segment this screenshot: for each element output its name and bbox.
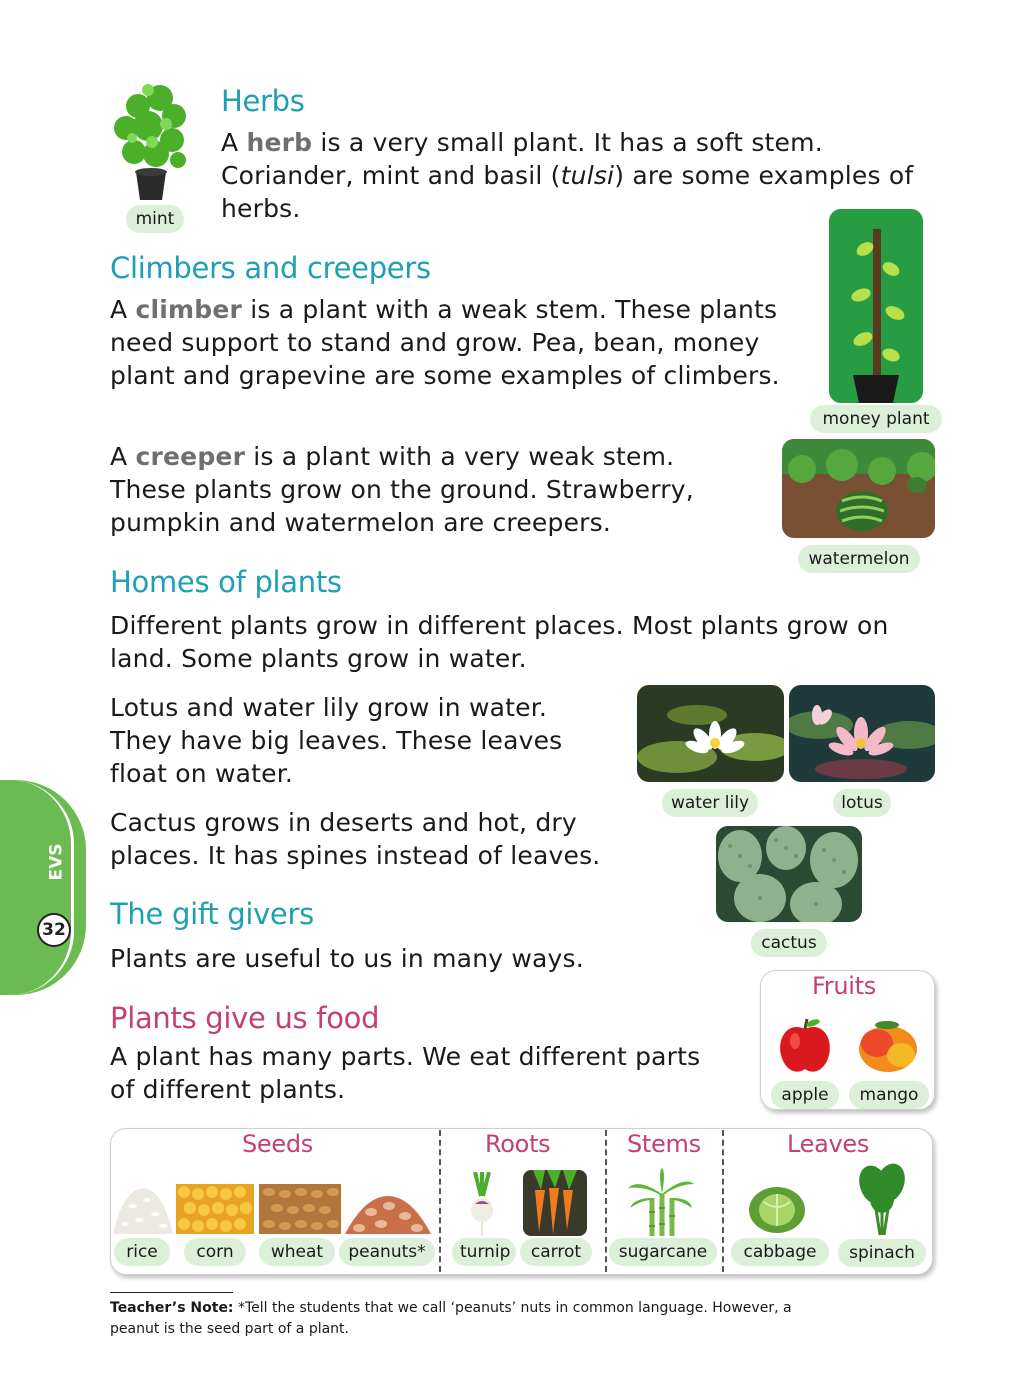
- mint-image: [108, 76, 194, 200]
- side-tab-border: [0, 780, 74, 995]
- roots-title: Roots: [485, 1130, 551, 1158]
- cactus-label: cactus: [751, 929, 827, 957]
- gift-paragraph: Plants are useful to us in many ways.: [110, 944, 584, 973]
- rice-image: [113, 1184, 173, 1234]
- peanuts-label: peanuts*: [339, 1238, 435, 1266]
- cabbage-label: cabbage: [731, 1238, 829, 1266]
- stems-title: Stems: [627, 1130, 701, 1158]
- cabbage-image: [748, 1182, 806, 1234]
- turnip-label: turnip: [452, 1238, 516, 1266]
- mint-label: mint: [126, 205, 184, 233]
- rice-label: rice: [114, 1238, 170, 1266]
- herbs-paragraph: A herb is a very small plant. It has a soft stem. Coriander, mint and basil (tulsi) are some examples of herbs.: [221, 128, 914, 223]
- homes-paragraph-1: Different plants grow in different places. Most plants grow on land. Some plants grow in water.: [110, 611, 889, 673]
- gift-heading: The gift givers: [110, 897, 314, 931]
- climber-paragraph: A climber is a plant with a weak stem. These plants need support to stand and grow. Pea, bean, money plant and grapevine are some examples of climbers.: [110, 295, 780, 390]
- mango-image: [857, 1019, 919, 1073]
- cactus-image: [716, 826, 862, 922]
- lotus-image: [789, 685, 935, 782]
- turnip-image: [465, 1172, 499, 1236]
- carrot-image: [523, 1170, 587, 1236]
- wheat-image: [259, 1184, 341, 1234]
- divider-stems-leaves: [722, 1130, 724, 1272]
- climber-term: climber: [135, 295, 243, 324]
- water-lily-image: [637, 685, 784, 782]
- money-plant-label: money plant: [810, 405, 942, 433]
- homes-heading: Homes of plants: [110, 565, 342, 599]
- lotus-label: lotus: [833, 789, 891, 817]
- note-divider: [110, 1292, 233, 1293]
- corn-label: corn: [184, 1238, 246, 1266]
- note-label: Teacher’s Note:: [110, 1300, 234, 1316]
- food-heading: Plants give us food: [110, 1001, 380, 1035]
- page-number: 32: [37, 913, 71, 947]
- creeper-term: creeper: [135, 442, 246, 471]
- herb-term: herb: [246, 128, 313, 157]
- apple-image: [777, 1017, 833, 1075]
- sugarcane-image: [628, 1168, 694, 1236]
- fruits-title: Fruits: [812, 972, 876, 1000]
- divider-seeds-roots: [439, 1130, 441, 1272]
- spinach-image: [856, 1163, 908, 1235]
- peanuts-image: [345, 1194, 431, 1234]
- carrot-label: carrot: [520, 1238, 592, 1266]
- creeper-paragraph: A creeper is a plant with a very weak stem. These plants grow on the ground. Strawberry, pumpkin and watermelon are creepers.: [110, 442, 694, 537]
- mango-label: mango: [849, 1081, 929, 1109]
- sugarcane-label: sugarcane: [609, 1238, 717, 1266]
- divider-roots-stems: [605, 1130, 607, 1272]
- water-lily-label: water lily: [662, 789, 758, 817]
- climbers-heading: Climbers and creepers: [110, 251, 431, 285]
- money-plant-image: [829, 209, 923, 403]
- homes-paragraph-2: Lotus and water lily grow in water. They have big leaves. These leaves float on water.: [110, 693, 563, 788]
- food-paragraph: A plant has many parts. We eat different parts of different plants.: [110, 1042, 701, 1104]
- teachers-note: [110, 1298, 810, 1340]
- watermelon-label: watermelon: [798, 545, 920, 573]
- seeds-title: Seeds: [242, 1130, 314, 1158]
- apple-label: apple: [771, 1081, 839, 1109]
- subject-label: EVS: [46, 843, 67, 881]
- herbs-heading: Herbs: [221, 84, 305, 118]
- spinach-label: spinach: [838, 1239, 926, 1267]
- note-text: *Tell the students that we call ‘peanuts’ nuts in common language. However, a peanut is the seed part of a plant.: [110, 1300, 792, 1337]
- corn-image: [176, 1184, 254, 1234]
- leaves-title: Leaves: [787, 1130, 870, 1158]
- watermelon-image: [782, 439, 935, 538]
- wheat-label: wheat: [259, 1238, 335, 1266]
- homes-paragraph-3: Cactus grows in deserts and hot, dry places. It has spines instead of leaves.: [110, 808, 601, 870]
